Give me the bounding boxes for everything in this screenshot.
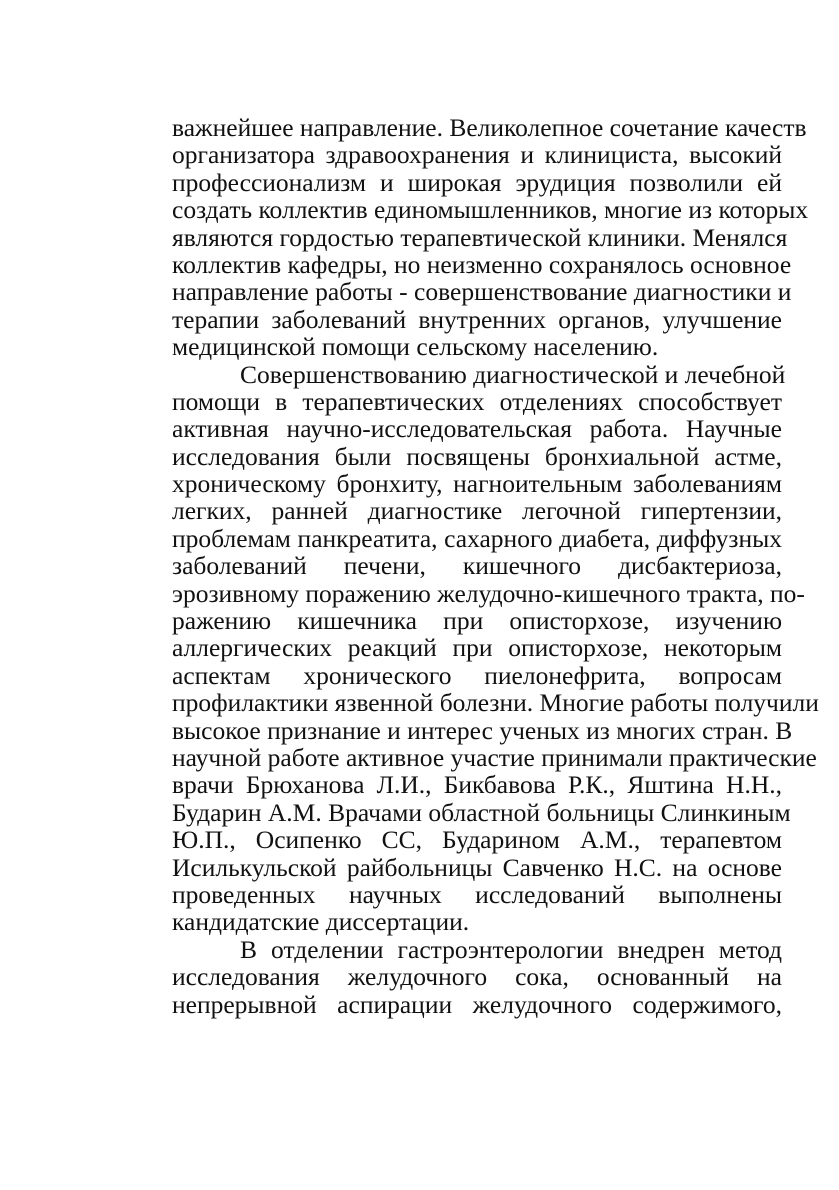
text-line: Ю.П., Осипенко СС, Бударином А.М., терапевтом — [172, 825, 782, 855]
text-line: медицинской помощи сельскому населению. — [172, 332, 659, 362]
text-line: кандидатские диссертации. — [172, 907, 470, 937]
text-line: заболеваний печени, кишечного дисбактериоза, — [172, 551, 782, 581]
text-line: В отделении гастроэнтерологии внедрен метод — [240, 934, 782, 964]
text-line: проведенных научных исследований выполнены — [172, 879, 782, 909]
text-line: направление работы - совершенствование диагностики и — [172, 277, 792, 307]
text-line: научной работе активное участие принимали практические — [172, 742, 817, 772]
text-line: непрерывной аспирации желудочного содержимого, — [172, 989, 782, 1019]
text-line: коллектив кафедры, но неизменно сохранялось основное — [172, 249, 792, 279]
text-line: Совершенствованию диагностической и лечебной — [240, 359, 786, 389]
paragraph — [172, 113, 809, 362]
text-line: исследования желудочного сока, основанный на — [172, 962, 782, 992]
text-line: активная научно-исследовательская работа. Научные — [172, 414, 782, 444]
text-line: терапии заболеваний внутренних органов, улучшение — [172, 304, 782, 334]
paragraph — [172, 936, 782, 1018]
text-line: профилактики язвенной болезни. Многие работы получили — [172, 688, 819, 718]
text-line: помощи в терапевтических отделениях способствует — [172, 386, 782, 416]
text-line: ражению кишечника при описторхозе, изучению — [172, 606, 782, 636]
text-line: Бударин А.М. Врачами областной больницы Слинкиным — [172, 797, 791, 827]
paragraph — [172, 359, 819, 937]
text-line: профессионализм и широкая эрудиция позволили ей — [172, 167, 782, 197]
text-line: создать коллектив единомышленников, многие из которых — [172, 195, 809, 225]
text-line: организатора здравоохранения и клинициста, высокий — [172, 140, 782, 170]
text-line: являются гордостью терапевтической клиники. Менялся — [172, 222, 788, 252]
text-line: высокое признание и интерес ученых из многих стран. В — [172, 715, 793, 745]
text-line: аллергических реакций при описторхозе, некоторым — [172, 633, 782, 663]
text-line: эрозивному поражению желудочно-кишечного тракта, по- — [172, 578, 805, 608]
text-line: важнейшее направление. Великолепное сочетание качеств — [172, 113, 807, 142]
document-page — [172, 113, 819, 1019]
text-line: врачи Брюханова Л.И., Бикбавова Р.К., Яштина Н.Н., — [172, 770, 782, 800]
text-line: аспектам хронического пиелонефрита, вопросам — [172, 660, 782, 690]
text-line: легких, ранней диагностике легочной гипертензии, — [172, 496, 782, 526]
text-line: Исилькульской райбольницы Савченко Н.С. на основе — [172, 852, 782, 882]
text-line: проблемам панкреатита, сахарного диабета, диффузных — [172, 523, 782, 553]
text-line: исследования были посвящены бронхиальной астме, — [172, 441, 782, 471]
text-line: хроническому бронхиту, нагноительным заболеваниям — [172, 469, 782, 499]
